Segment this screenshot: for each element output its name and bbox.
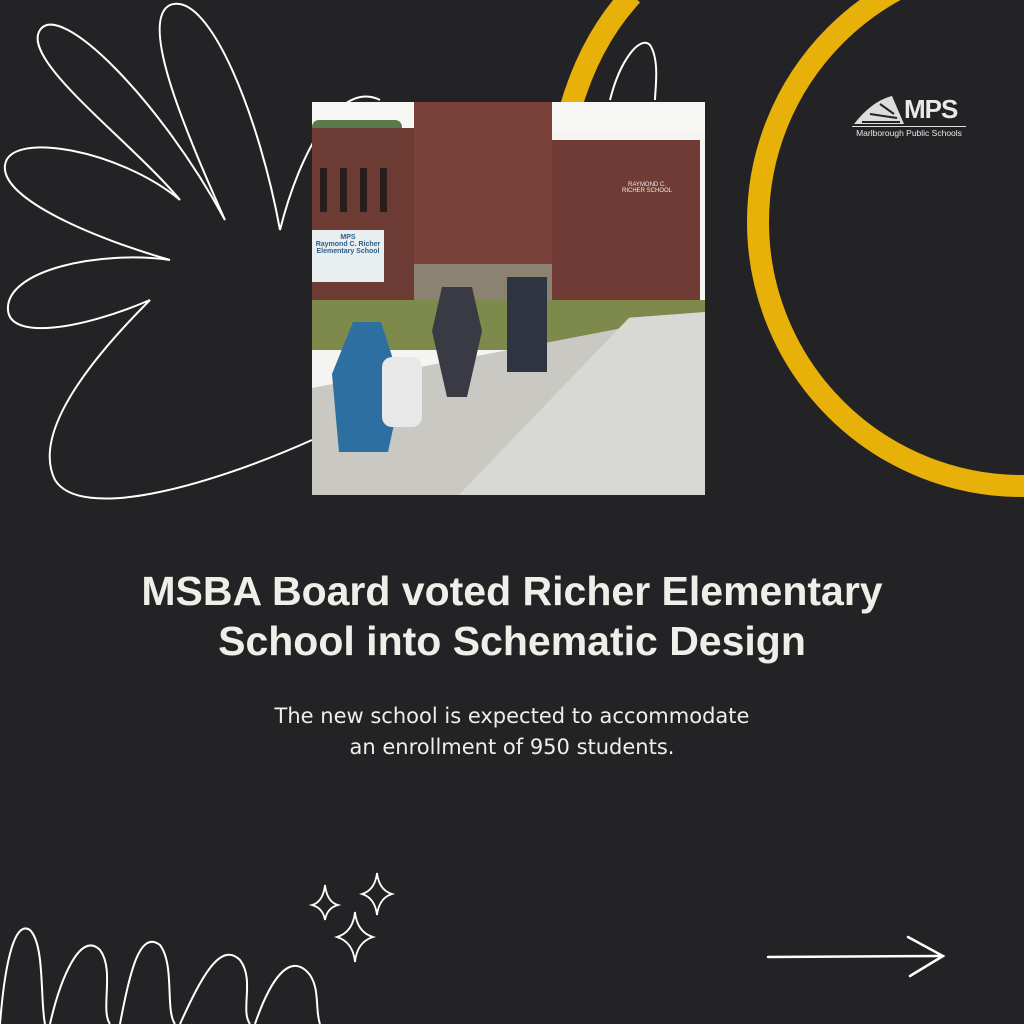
headline [0,566,1024,666]
fan-logo-icon [852,96,908,126]
logo-text: MPS [904,94,958,124]
building-sign: RAYMOND C. RICHER SCHOOL [622,182,673,194]
sparkles-icon [312,873,392,962]
logo-subtitle: Marlborough Public Schools [852,126,966,138]
body-line-2: an enrollment of 950 students. [349,735,675,759]
headline-line-2: School into Schematic Design [218,618,806,664]
headline-line-1: MSBA Board voted Richer Elementary [141,568,883,614]
school-photo [312,102,705,495]
sign-text: Raymond C. Richer Elementary School [315,241,381,255]
body-line-1: The new school is expected to accommodate [274,704,750,728]
sign-logo: MPS [340,234,356,241]
body-text [0,701,1024,763]
arrow-right-icon[interactable] [768,937,943,976]
bottom-doodles [0,928,320,1024]
